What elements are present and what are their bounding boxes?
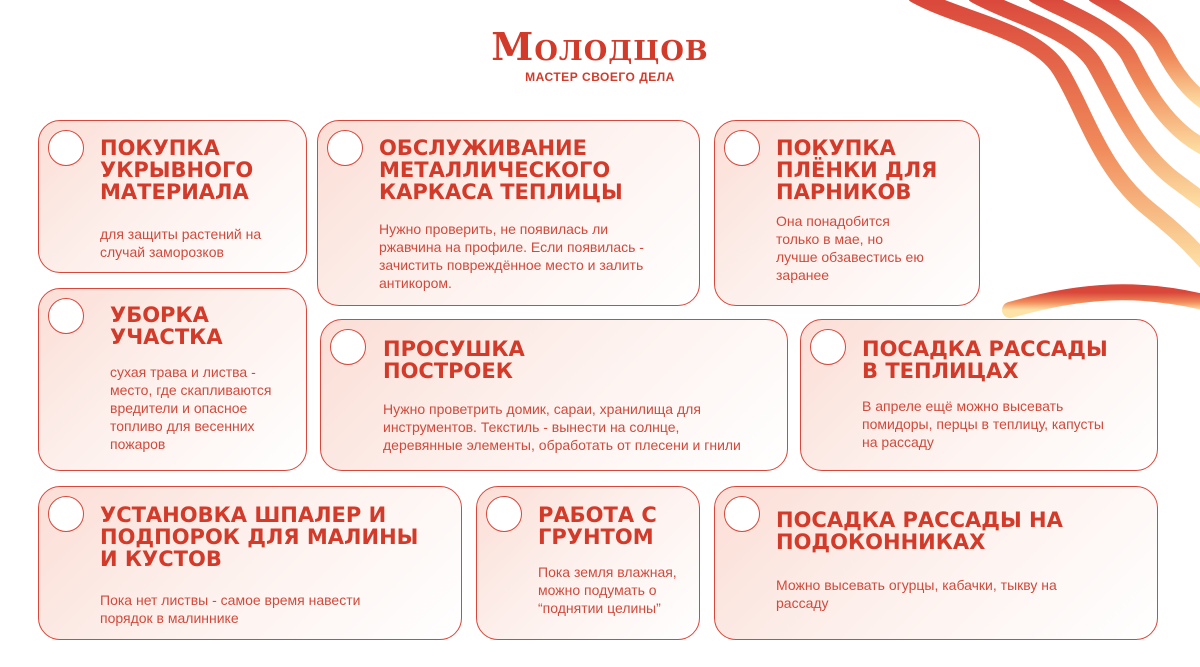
checkbox-circle-icon (327, 130, 363, 166)
card-title: УБОРКА УЧАСТКА (110, 303, 223, 349)
card-description: Пока нет листвы - самое время навести порядок в малиннике (100, 592, 361, 626)
task-card (714, 486, 1158, 640)
wave-stripe (1010, 292, 1200, 310)
checkbox-circle-icon (724, 130, 760, 166)
card-title: ПОКУПКА ПЛЁНКИ ДЛЯ ПАРНИКОВ (776, 136, 938, 204)
task-card (800, 319, 1158, 471)
checkbox-circle-icon (48, 298, 84, 334)
checkbox-circle-icon (48, 496, 84, 532)
task-card (38, 120, 307, 273)
card-title: ПОСАДКА РАССАДЫ В ТЕПЛИЦАХ (862, 337, 1108, 383)
brand-logo: Молодцов (491, 24, 709, 69)
task-card (38, 288, 307, 471)
card-title: ПОСАДКА РАССАДЫ НА ПОДОКОННИКАХ (776, 508, 1063, 554)
card-description: сухая трава и листва - место, где скапливаются вредители и опасное топливо для весенних пожаров (110, 364, 272, 452)
checkbox-circle-icon (724, 496, 760, 532)
task-card (476, 486, 700, 640)
card-description: Нужно проверить, не появилась ли ржавчина на профиле. Если появилась - зачистить повреждённое место и залить антикором. (379, 221, 644, 291)
card-description: Можно высевать огурцы, кабачки, тыкву на рассаду (776, 577, 1057, 611)
checkbox-circle-icon (810, 329, 846, 365)
card-description: Пока земля влажная, можно подумать о “поднятии целины” (538, 564, 677, 616)
checkbox-circle-icon (486, 496, 522, 532)
card-description: Нужно проветрить домик, сараи, хранилища для инструментов. Текстиль - вынести на солнце, деревянные элементы, обработать от плесени и гнили (383, 401, 741, 453)
card-title: ПОКУПКА УКРЫВНОГО МАТЕРИАЛА (100, 136, 254, 204)
brand-tagline: МАСТЕР СВОЕГО ДЕЛА (525, 70, 675, 84)
card-description: для защиты растений на случай заморозков (100, 226, 262, 260)
card-title: УСТАНОВКА ШПАЛЕР И ПОДПОРОК ДЛЯ МАЛИНЫ И КУСТОВ (100, 503, 419, 571)
card-title: ОБСЛУЖИВАНИЕ МЕТАЛЛИЧЕСКОГО КАРКАСА ТЕПЛИЦЫ (379, 136, 623, 204)
checkbox-circle-icon (48, 130, 84, 166)
card-description: Она понадобится только в мае, но лучше обзавестись ею заранее (776, 213, 924, 283)
task-card (714, 120, 980, 306)
checkbox-circle-icon (330, 329, 366, 365)
task-card (38, 486, 462, 640)
task-card (317, 120, 700, 306)
card-title: РАБОТА С ГРУНТОМ (538, 503, 657, 549)
card-title: ПРОСУШКА ПОСТРОЕК (383, 337, 525, 383)
task-card (320, 319, 788, 471)
card-description: В апреле ещё можно высевать помидоры, перцы в теплицу, капусты на рассаду (862, 398, 1104, 450)
